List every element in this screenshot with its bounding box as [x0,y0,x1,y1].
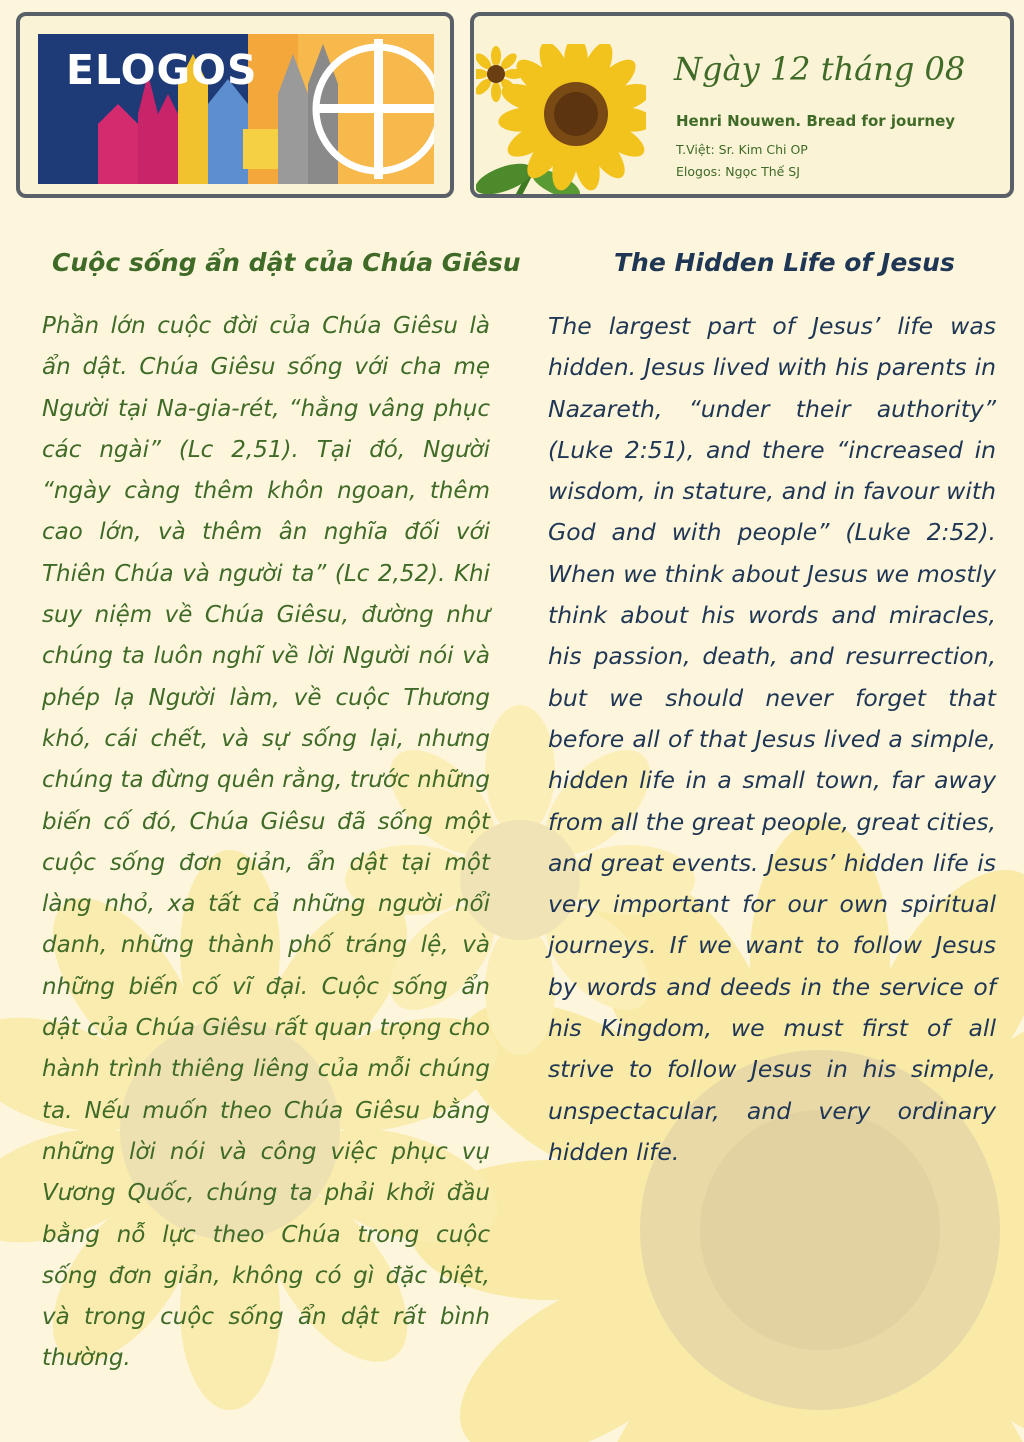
english-title: The Hidden Life of Jesus [614,248,955,277]
elogos-credit: Elogos: Ngọc Thế SJ [676,164,800,179]
sunflower-image [476,44,646,198]
logo-text: ELOGOS [66,46,258,94]
vietnamese-body: Phần lớn cuộc đời của Chúa Giêsu là ẩn dật. Chúa Giêsu sống với cha mẹ Người tại Na-gia-rét, “hằng vâng phục các ngài” (Lc 2,51). Tại đó, Người “ngày càng thêm khôn ngoan, thêm cao lớn, và thêm ân nghĩa đối với Thiên Chúa và người ta” (Lc 2,52). Khi suy niệm về Chúa Giêsu, đường như chúng ta luôn nghĩ về lời Người nói và phép lạ Người làm, về cuộc Thương khó, cái chết, và sự sống lại, nhưng chúng ta đừng quên rằng, trước những biến cố đó, Chúa Giêsu đã sống một cuộc sống đơn giản, ẩn dật tại một làng nhỏ, xa tất cả những người nổi danh, những thành phố tráng lệ, và những biến cố vĩ đại. Cuộc sống ẩn dật của Chúa Giêsu rất quan trọng cho hành trình thiêng liêng của mỗi chúng ta. Nếu muốn theo Chúa Giêsu bằng những lời nói và công việc phục vụ Vương Quốc, chúng ta phải khởi đầu bằng nỗ lực theo Chúa trong cuộc sống đơn giản, không có gì đặc biệt, và trong cuộc sống ẩn dật rất bình thường. [42,313,490,1372]
info-card [470,12,1014,198]
translator-credit: T.Việt: Sr. Kim Chi OP [676,142,808,157]
english-body: The largest part of Jesus’ life was hidden. Jesus lived with his parents in Nazareth, “under their authority” (Luke 2:51), and there “increased in wisdom, in stature, and in favour with God and with people” (Luke 2:52). When we think about Jesus we mostly think about his words and miracles, his passion, death, and resurrection, but we should never forget that before all of that Jesus lived a simple, hidden life in a small town, far away from all the great people, great cities, and great events. Jesus’ hidden life is very important for our own spiritual journeys. If we want to follow Jesus by words and deeds in the service of his Kingdom, we must first of all strive to follow Jesus in his simple, unspectacular, and very ordinary hidden life. [548,312,996,1166]
logo-card [16,12,454,198]
source-line: Henri Nouwen. Bread for journey [676,112,956,130]
vietnamese-title: Cuộc sống ẩn dật của Chúa Giêsu [52,248,521,277]
date-title: Ngày 12 tháng 08 [674,50,966,88]
